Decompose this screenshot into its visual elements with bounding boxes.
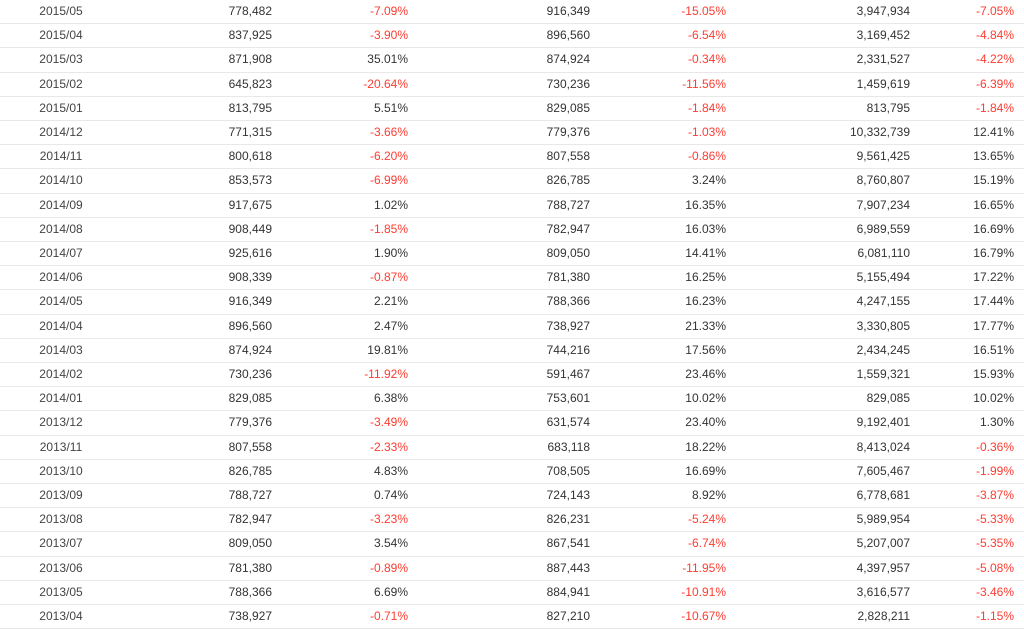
cell-revenue-month: 788,727 <box>122 484 282 508</box>
cell-revenue-prev-year-month: 788,727 <box>418 193 600 217</box>
cell-revenue-cumulative: 7,605,467 <box>736 459 920 483</box>
table-row[interactable] <box>0 484 1024 508</box>
cell-month: 2013/05 <box>0 580 122 604</box>
cell-revenue-prev-year-month: 779,376 <box>418 121 600 145</box>
cell-revenue-cumulative: 6,989,559 <box>736 217 920 241</box>
cell-revenue-prev-year-month: 788,366 <box>418 290 600 314</box>
cell-revenue-month-mom: 5.51% <box>282 96 418 120</box>
cell-revenue-month: 874,924 <box>122 338 282 362</box>
cell-revenue-month-mom: -3.49% <box>282 411 418 435</box>
cell-revenue-cumulative: 3,330,805 <box>736 314 920 338</box>
cell-month: 2014/06 <box>0 266 122 290</box>
cell-month: 2013/08 <box>0 508 122 532</box>
cell-revenue-month: 826,785 <box>122 459 282 483</box>
cell-revenue-prev-year-month: 782,947 <box>418 217 600 241</box>
cell-revenue-cumulative: 2,331,527 <box>736 48 920 72</box>
cell-revenue-cumulative: 829,085 <box>736 387 920 411</box>
cell-revenue-yoy: 21.33% <box>600 314 736 338</box>
cell-revenue-prev-year-month: 884,941 <box>418 580 600 604</box>
cell-cumulative-yoy: 16.51% <box>920 338 1024 362</box>
cell-cumulative-yoy: -1.15% <box>920 605 1024 629</box>
cell-month: 2015/03 <box>0 48 122 72</box>
cell-cumulative-yoy: -6.39% <box>920 72 1024 96</box>
cell-cumulative-yoy: 16.65% <box>920 193 1024 217</box>
cell-revenue-yoy: 16.35% <box>600 193 736 217</box>
cell-revenue-prev-year-month: 631,574 <box>418 411 600 435</box>
cell-revenue-prev-year-month: 683,118 <box>418 435 600 459</box>
cell-revenue-month-mom: -3.90% <box>282 24 418 48</box>
table-row[interactable] <box>0 48 1024 72</box>
table-row[interactable] <box>0 24 1024 48</box>
cell-revenue-month: 807,558 <box>122 435 282 459</box>
cell-month: 2014/04 <box>0 314 122 338</box>
cell-revenue-yoy: 17.56% <box>600 338 736 362</box>
cell-revenue-prev-year-month: 744,216 <box>418 338 600 362</box>
cell-revenue-month: 853,573 <box>122 169 282 193</box>
cell-revenue-cumulative: 8,760,807 <box>736 169 920 193</box>
cell-revenue-prev-year-month: 916,349 <box>418 0 600 24</box>
cell-month: 2014/05 <box>0 290 122 314</box>
table-row[interactable] <box>0 72 1024 96</box>
cell-revenue-cumulative: 3,169,452 <box>736 24 920 48</box>
cell-month: 2015/05 <box>0 0 122 24</box>
cell-revenue-cumulative: 3,947,934 <box>736 0 920 24</box>
cell-revenue-cumulative: 1,559,321 <box>736 363 920 387</box>
cell-cumulative-yoy: 17.22% <box>920 266 1024 290</box>
cell-revenue-cumulative: 813,795 <box>736 96 920 120</box>
cell-revenue-prev-year-month: 826,231 <box>418 508 600 532</box>
cell-revenue-month-mom: 2.21% <box>282 290 418 314</box>
cell-cumulative-yoy: -3.87% <box>920 484 1024 508</box>
cell-revenue-month-mom: 6.69% <box>282 580 418 604</box>
cell-month: 2014/09 <box>0 193 122 217</box>
cell-revenue-yoy: 16.25% <box>600 266 736 290</box>
cell-revenue-yoy: 16.69% <box>600 459 736 483</box>
cell-revenue-cumulative: 1,459,619 <box>736 72 920 96</box>
cell-revenue-yoy: -11.56% <box>600 72 736 96</box>
cell-cumulative-yoy: 16.69% <box>920 217 1024 241</box>
cell-revenue-yoy: -15.05% <box>600 0 736 24</box>
cell-revenue-month-mom: -2.33% <box>282 435 418 459</box>
cell-revenue-month-mom: -0.89% <box>282 556 418 580</box>
cell-revenue-yoy: 10.02% <box>600 387 736 411</box>
table-row[interactable] <box>0 242 1024 266</box>
cell-revenue-prev-year-month: 753,601 <box>418 387 600 411</box>
table-row[interactable] <box>0 314 1024 338</box>
cell-revenue-month-mom: -6.99% <box>282 169 418 193</box>
cell-revenue-cumulative: 8,413,024 <box>736 435 920 459</box>
cell-revenue-prev-year-month: 874,924 <box>418 48 600 72</box>
cell-month: 2014/11 <box>0 145 122 169</box>
cell-revenue-yoy: -1.03% <box>600 121 736 145</box>
cell-revenue-prev-year-month: 829,085 <box>418 96 600 120</box>
cell-revenue-month: 738,927 <box>122 605 282 629</box>
cell-revenue-prev-year-month: 738,927 <box>418 314 600 338</box>
table-row[interactable] <box>0 435 1024 459</box>
cell-revenue-cumulative: 4,397,957 <box>736 556 920 580</box>
cell-month: 2013/12 <box>0 411 122 435</box>
cell-month: 2014/12 <box>0 121 122 145</box>
cell-revenue-month-mom: 19.81% <box>282 338 418 362</box>
cell-month: 2014/10 <box>0 169 122 193</box>
cell-revenue-yoy: -0.34% <box>600 48 736 72</box>
cell-revenue-month: 908,339 <box>122 266 282 290</box>
cell-cumulative-yoy: 15.19% <box>920 169 1024 193</box>
cell-cumulative-yoy: 10.02% <box>920 387 1024 411</box>
cell-revenue-prev-year-month: 887,443 <box>418 556 600 580</box>
cell-revenue-yoy: -11.95% <box>600 556 736 580</box>
cell-revenue-cumulative: 4,247,155 <box>736 290 920 314</box>
cell-revenue-cumulative: 3,616,577 <box>736 580 920 604</box>
cell-revenue-prev-year-month: 708,505 <box>418 459 600 483</box>
cell-revenue-month: 908,449 <box>122 217 282 241</box>
cell-cumulative-yoy: -1.99% <box>920 459 1024 483</box>
cell-revenue-yoy: -5.24% <box>600 508 736 532</box>
cell-revenue-month: 829,085 <box>122 387 282 411</box>
cell-revenue-month: 800,618 <box>122 145 282 169</box>
table-row[interactable] <box>0 411 1024 435</box>
table-row[interactable] <box>0 508 1024 532</box>
cell-revenue-month: 896,560 <box>122 314 282 338</box>
cell-revenue-prev-year-month: 724,143 <box>418 484 600 508</box>
cell-revenue-month-mom: -6.20% <box>282 145 418 169</box>
cell-revenue-month-mom: 0.74% <box>282 484 418 508</box>
cell-revenue-yoy: -10.67% <box>600 605 736 629</box>
cell-revenue-prev-year-month: 781,380 <box>418 266 600 290</box>
cell-revenue-yoy: -10.91% <box>600 580 736 604</box>
table-row[interactable] <box>0 459 1024 483</box>
cell-revenue-prev-year-month: 826,785 <box>418 169 600 193</box>
cell-revenue-yoy: -6.54% <box>600 24 736 48</box>
cell-month: 2015/04 <box>0 24 122 48</box>
cell-month: 2015/01 <box>0 96 122 120</box>
table-row[interactable] <box>0 532 1024 556</box>
cell-cumulative-yoy: 16.79% <box>920 242 1024 266</box>
cell-cumulative-yoy: 17.44% <box>920 290 1024 314</box>
table-row[interactable] <box>0 338 1024 362</box>
cell-cumulative-yoy: 1.30% <box>920 411 1024 435</box>
cell-cumulative-yoy: -4.22% <box>920 48 1024 72</box>
table-row[interactable] <box>0 96 1024 120</box>
table-row[interactable] <box>0 217 1024 241</box>
table-row[interactable] <box>0 363 1024 387</box>
cell-revenue-month: 645,823 <box>122 72 282 96</box>
cell-revenue-month: 781,380 <box>122 556 282 580</box>
cell-revenue-month-mom: 6.38% <box>282 387 418 411</box>
cell-revenue-cumulative: 9,192,401 <box>736 411 920 435</box>
cell-cumulative-yoy: -4.84% <box>920 24 1024 48</box>
cell-revenue-prev-year-month: 809,050 <box>418 242 600 266</box>
cell-revenue-yoy: 3.24% <box>600 169 736 193</box>
cell-revenue-prev-year-month: 807,558 <box>418 145 600 169</box>
cell-revenue-prev-year-month: 730,236 <box>418 72 600 96</box>
cell-revenue-cumulative: 5,155,494 <box>736 266 920 290</box>
cell-month: 2014/02 <box>0 363 122 387</box>
cell-cumulative-yoy: -5.08% <box>920 556 1024 580</box>
cell-revenue-yoy: 23.40% <box>600 411 736 435</box>
cell-revenue-yoy: 23.46% <box>600 363 736 387</box>
cell-revenue-yoy: 16.03% <box>600 217 736 241</box>
cell-revenue-month-mom: -0.71% <box>282 605 418 629</box>
cell-revenue-month-mom: -0.87% <box>282 266 418 290</box>
cell-revenue-month: 813,795 <box>122 96 282 120</box>
cell-revenue-yoy: -1.84% <box>600 96 736 120</box>
cell-revenue-month: 916,349 <box>122 290 282 314</box>
cell-revenue-cumulative: 5,207,007 <box>736 532 920 556</box>
cell-revenue-month-mom: 3.54% <box>282 532 418 556</box>
cell-month: 2013/11 <box>0 435 122 459</box>
cell-revenue-month: 782,947 <box>122 508 282 532</box>
table-row[interactable] <box>0 121 1024 145</box>
cell-revenue-cumulative: 6,081,110 <box>736 242 920 266</box>
cell-revenue-yoy: 16.23% <box>600 290 736 314</box>
cell-month: 2013/10 <box>0 459 122 483</box>
table-row[interactable] <box>0 169 1024 193</box>
table-row[interactable] <box>0 580 1024 604</box>
cell-revenue-month-mom: -3.23% <box>282 508 418 532</box>
cell-revenue-month-mom: -20.64% <box>282 72 418 96</box>
cell-revenue-month: 730,236 <box>122 363 282 387</box>
cell-month: 2013/04 <box>0 605 122 629</box>
cell-cumulative-yoy: -1.84% <box>920 96 1024 120</box>
cell-revenue-yoy: 18.22% <box>600 435 736 459</box>
cell-month: 2014/01 <box>0 387 122 411</box>
cell-revenue-month-mom: -3.66% <box>282 121 418 145</box>
cell-revenue-yoy: -6.74% <box>600 532 736 556</box>
cell-month: 2014/03 <box>0 338 122 362</box>
cell-revenue-prev-year-month: 827,210 <box>418 605 600 629</box>
cell-month: 2013/09 <box>0 484 122 508</box>
cell-revenue-cumulative: 10,332,739 <box>736 121 920 145</box>
table-row[interactable] <box>0 387 1024 411</box>
cell-revenue-month-mom: 4.83% <box>282 459 418 483</box>
cell-revenue-month-mom: -11.92% <box>282 363 418 387</box>
cell-revenue-month: 925,616 <box>122 242 282 266</box>
cell-revenue-cumulative: 9,561,425 <box>736 145 920 169</box>
cell-cumulative-yoy: -5.33% <box>920 508 1024 532</box>
cell-revenue-cumulative: 5,989,954 <box>736 508 920 532</box>
cell-revenue-prev-year-month: 867,541 <box>418 532 600 556</box>
cell-revenue-yoy: 8.92% <box>600 484 736 508</box>
cell-revenue-cumulative: 2,434,245 <box>736 338 920 362</box>
cell-revenue-month: 871,908 <box>122 48 282 72</box>
cell-month: 2014/08 <box>0 217 122 241</box>
cell-revenue-prev-year-month: 591,467 <box>418 363 600 387</box>
cell-cumulative-yoy: 17.77% <box>920 314 1024 338</box>
cell-revenue-prev-year-month: 896,560 <box>418 24 600 48</box>
cell-revenue-month: 837,925 <box>122 24 282 48</box>
cell-revenue-month: 917,675 <box>122 193 282 217</box>
cell-cumulative-yoy: -5.35% <box>920 532 1024 556</box>
cell-cumulative-yoy: 13.65% <box>920 145 1024 169</box>
cell-cumulative-yoy: -3.46% <box>920 580 1024 604</box>
cell-month: 2015/02 <box>0 72 122 96</box>
cell-revenue-month-mom: 1.02% <box>282 193 418 217</box>
cell-revenue-month-mom: 1.90% <box>282 242 418 266</box>
cell-month: 2013/07 <box>0 532 122 556</box>
table-row[interactable] <box>0 145 1024 169</box>
cell-cumulative-yoy: 12.41% <box>920 121 1024 145</box>
table-row[interactable] <box>0 0 1024 24</box>
table-row[interactable] <box>0 556 1024 580</box>
table-row[interactable] <box>0 266 1024 290</box>
cell-month: 2013/06 <box>0 556 122 580</box>
cell-revenue-month-mom: 35.01% <box>282 48 418 72</box>
cell-revenue-cumulative: 2,828,211 <box>736 605 920 629</box>
cell-revenue-yoy: -0.86% <box>600 145 736 169</box>
cell-revenue-yoy: 14.41% <box>600 242 736 266</box>
cell-cumulative-yoy: -7.05% <box>920 0 1024 24</box>
cell-month: 2014/07 <box>0 242 122 266</box>
cell-revenue-cumulative: 6,778,681 <box>736 484 920 508</box>
table-row[interactable] <box>0 605 1024 629</box>
table-row[interactable] <box>0 290 1024 314</box>
cell-revenue-month: 788,366 <box>122 580 282 604</box>
cell-cumulative-yoy: 15.93% <box>920 363 1024 387</box>
cell-revenue-month-mom: 2.47% <box>282 314 418 338</box>
cell-revenue-month: 779,376 <box>122 411 282 435</box>
cell-revenue-month: 778,482 <box>122 0 282 24</box>
table-row[interactable] <box>0 193 1024 217</box>
cell-revenue-month-mom: -1.85% <box>282 217 418 241</box>
cell-revenue-month: 771,315 <box>122 121 282 145</box>
cell-revenue-month-mom: -7.09% <box>282 0 418 24</box>
cell-revenue-month: 809,050 <box>122 532 282 556</box>
cell-cumulative-yoy: -0.36% <box>920 435 1024 459</box>
cell-revenue-cumulative: 7,907,234 <box>736 193 920 217</box>
